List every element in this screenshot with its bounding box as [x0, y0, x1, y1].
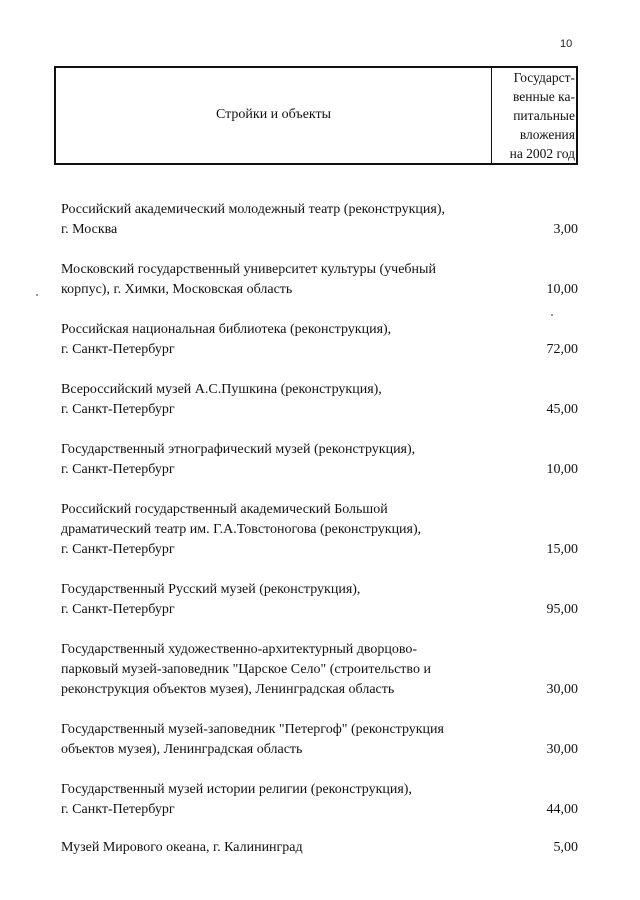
object-name-line: г. Санкт-Петербург	[61, 402, 175, 417]
object-name-line: Государственный Русский музей (реконструкция),	[61, 582, 361, 597]
investment-value: 3,00	[553, 222, 578, 237]
investment-value: 10,00	[546, 462, 578, 477]
scan-speck	[551, 314, 553, 316]
investment-value: 45,00	[546, 402, 578, 417]
object-name-line: Государственный музей-заповедник "Петергоф" (реконструкция	[61, 722, 444, 737]
object-name	[61, 580, 481, 620]
header-investments-line: вложения	[519, 127, 575, 142]
object-name	[61, 838, 481, 858]
investment-value: 44,00	[546, 802, 578, 817]
header-investments-line: на 2002 год	[509, 146, 575, 161]
header-investments-line: питальные	[513, 108, 575, 123]
object-name	[61, 260, 481, 300]
object-name-line: г. Санкт-Петербург	[61, 602, 175, 617]
header-objects-cell	[55, 67, 492, 164]
object-name-line: Государственный этнографический музей (реконструкция),	[61, 442, 416, 457]
table-row	[61, 580, 578, 620]
object-name	[61, 640, 481, 700]
table-row	[61, 500, 578, 560]
object-name	[61, 380, 481, 420]
object-name-line: Московский государственный университет культуры (учебный	[61, 262, 436, 277]
object-name-line: корпус), г. Химки, Московская область	[61, 282, 293, 297]
table-header	[54, 66, 578, 165]
page-number: 10	[560, 38, 573, 50]
object-name-line: объектов музея), Ленинградская область	[61, 742, 303, 757]
object-name-line: г. Москва	[61, 222, 118, 237]
table-row	[61, 380, 578, 420]
object-name	[61, 440, 481, 480]
object-name	[61, 320, 481, 360]
object-name	[61, 720, 481, 760]
object-name	[61, 500, 481, 560]
investment-value: 30,00	[546, 742, 578, 757]
object-name-line: г. Санкт-Петербург	[61, 462, 175, 477]
object-name-line: драматический театр им. Г.А.Товстоногова (реконструкция),	[61, 522, 422, 537]
table-row	[61, 320, 578, 360]
investment-value: 72,00	[546, 342, 578, 357]
investment-value: 30,00	[546, 682, 578, 697]
object-name	[61, 200, 481, 240]
object-name-line: Российская национальная библиотека (реконструкция),	[61, 322, 392, 337]
table-row	[61, 200, 578, 240]
object-name-line: Всероссийский музей А.С.Пушкина (реконструкция),	[61, 382, 382, 397]
object-name-line: г. Санкт-Петербург	[61, 342, 175, 357]
table-row	[61, 720, 578, 760]
object-name-line: Музей Мирового океана, г. Калининград	[61, 840, 303, 855]
object-name-line: Государственный музей истории религии (реконструкция),	[61, 782, 412, 797]
object-name	[61, 780, 481, 820]
object-name-line: г. Санкт-Петербург	[61, 802, 175, 817]
investment-value: 15,00	[546, 542, 578, 557]
object-name-line: г. Санкт-Петербург	[61, 542, 175, 557]
investment-value: 5,00	[553, 840, 578, 855]
investment-value: 10,00	[546, 282, 578, 297]
header-investments-line: венные ка-	[512, 89, 575, 104]
header-investments-line: Государст-	[513, 70, 575, 85]
object-name-line: Российский академический молодежный театр (реконструкция),	[61, 202, 445, 217]
object-name-line: Государственный художественно-архитектурный дворцово-	[61, 642, 418, 657]
table-row	[61, 838, 578, 858]
object-name-line: реконструкция объектов музея), Ленинградская область	[61, 682, 395, 697]
table-row	[61, 640, 578, 700]
header-objects-label: Стройки и объекты	[215, 106, 332, 122]
table-row	[61, 260, 578, 300]
header-investments-cell	[492, 67, 578, 164]
object-name-line: парковый музей-заповедник "Царское Село" (строительство и	[61, 662, 431, 677]
object-name-line: Российский государственный академический Большой	[61, 502, 388, 517]
scan-speck	[36, 294, 38, 296]
table-row	[61, 440, 578, 480]
investment-value: 95,00	[546, 602, 578, 617]
table-row	[61, 780, 578, 820]
